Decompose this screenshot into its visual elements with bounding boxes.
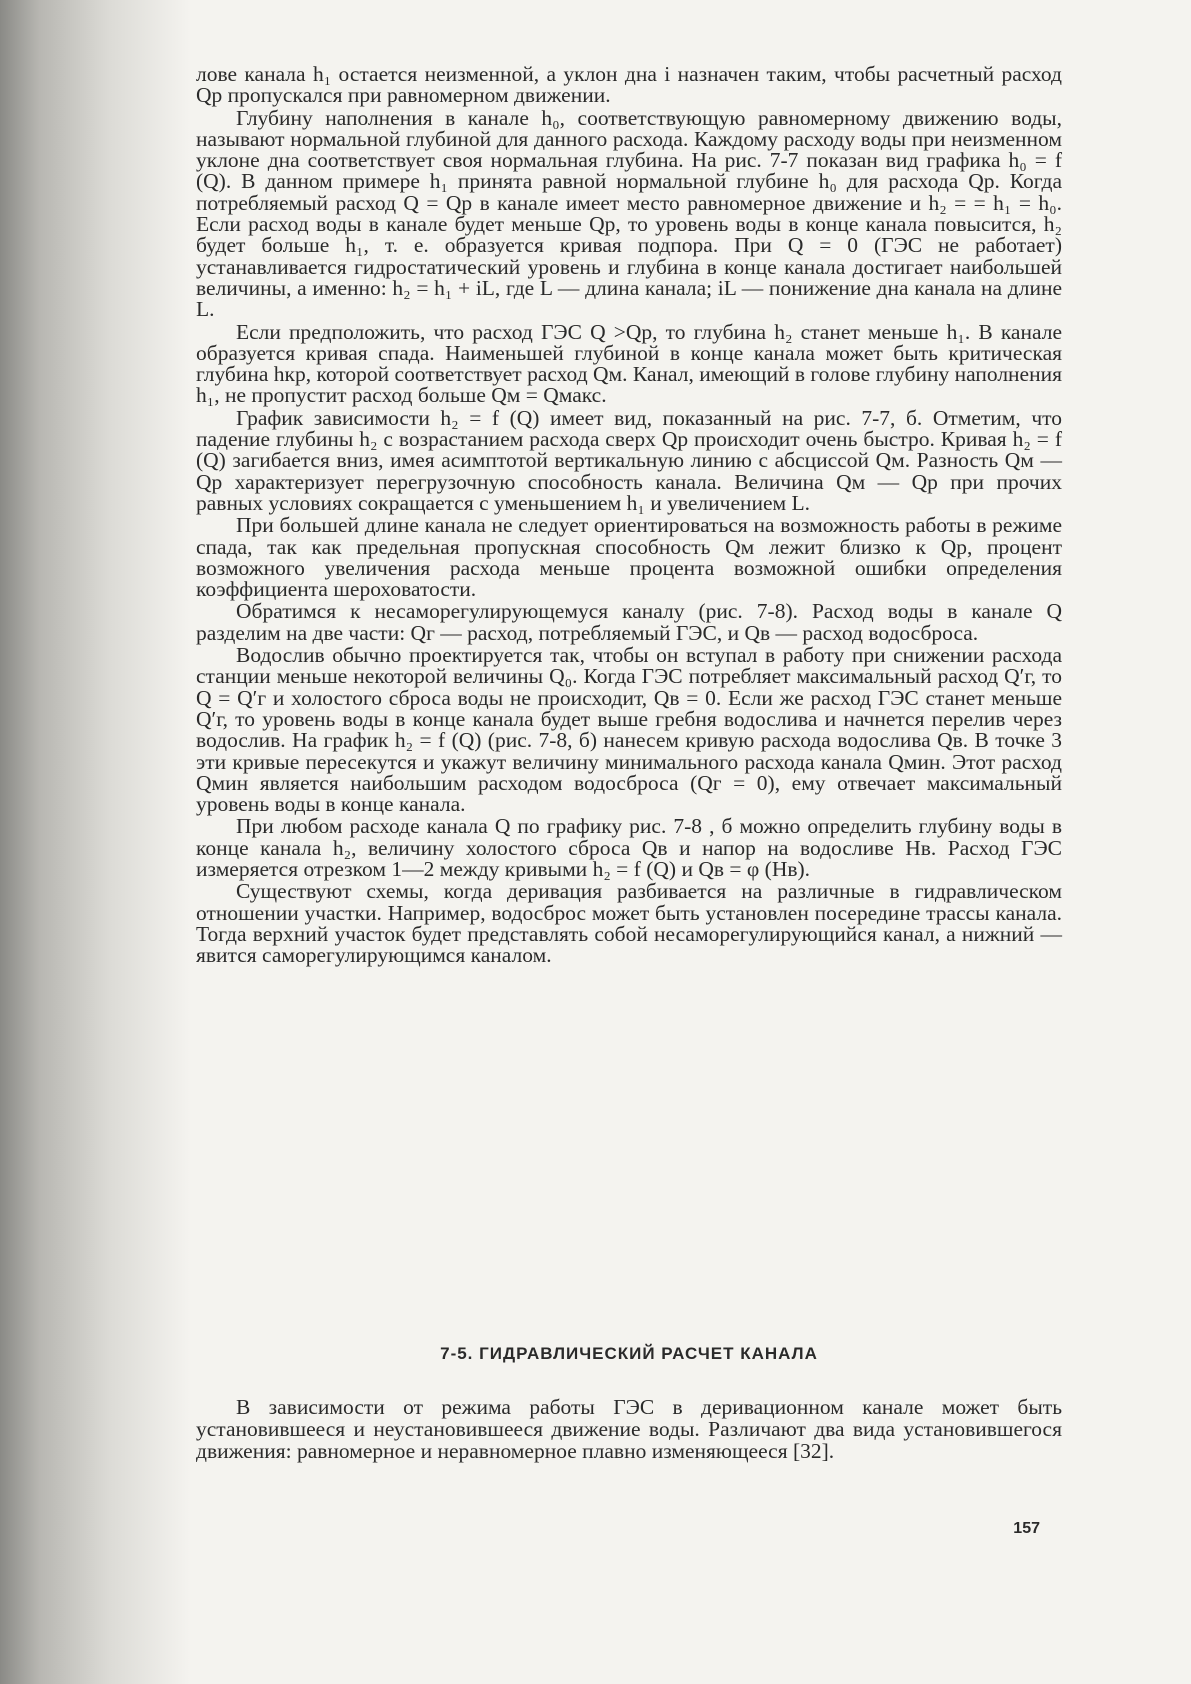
body-text — [196, 64, 1062, 966]
section-heading: 7-5. ГИДРАВЛИЧЕСКИЙ РАСЧЕТ КАНАЛА — [440, 1344, 818, 1363]
page-number: 157 — [1013, 1520, 1040, 1537]
section-body — [196, 1396, 1062, 1462]
paragraph-7: Водослив обычно проектируется так, чтобы он вступал в работу при снижении расхода станции меньше некоторой величины Q₀. Когда ГЭС потребляет максимальный расход Q′г, то Q = Q′г и холостого сброса воды не происходит, Qв = 0. Если же расход ГЭС станет меньше Q′г, то уровень воды в конце канала будет выше гребня водослива и начнется перелив через водослив. На график h₂ = f (Q) (рис. 7-8, б) нанесем кривую расхода водослива Qв. В точке 3 эти кривые пересекутся и укажут величину минимального расхода канала Qмин. Этот расход Qмин является наибольшим расходом водосброса (Qг = 0), ему отвечает максимальный уровень воды в конце канала. — [196, 643, 1062, 817]
paragraph-4: График зависимости h₂ = f (Q) имеет вид, показанный на рис. 7-7, б. Отметим, что падение глубины h₂ с возрастанием расхода сверх Qр происходит очень быстро. Кривая h₂ = f (Q) загибается вниз, имея асимптотой вертикальную линию с абсциссой Qм. Разность Qм — Qр характеризует перегрузочную способность канала. Величина Qм — Qр при прочих равных условиях сокращается с уменьшением h₁ и увеличением L. — [196, 405, 1062, 515]
section-paragraph: В зависимости от режима работы ГЭС в деривационном канале может быть установившееся и неустановившееся движение воды. Различают два вида установившегося движения: равномерное и неравномерное плавно изменяющееся [32]. — [196, 1395, 1062, 1463]
paragraph-2: Глубину наполнения в канале h₀, соответствующую равномерному движению воды, называют нормальной глубиной для данного расхода. Каждому расходу воды при неизменном уклоне дна соответствует своя нормальная глубина. На рис. 7-7 показан вид графика h₀ = f (Q). В данном примере h₁ принята равной нормальной глубине h₀ для расхода Qр. Когда потребляемый расход Q = Qр в канале имеет место равномерное движение и h₂ = = h₁ = h₀. Если расход воды в канале будет меньше Qр, то уровень воды в конце канала повысится, h₂ будет больше h₁, т. е. образуется кривая подпора. При Q = 0 (ГЭС не работает) устанавливается гидростатический уровень и глубина в конце канала достигает наибольшей величины, а именно: h₂ = h₁ + iL, где L — длина канала; iL — понижение дна канала на длине L. — [196, 105, 1062, 322]
paragraph-9: Существуют схемы, когда деривация разбивается на различные в гидравлическом отношении участки. Например, водосброс может быть установлен посередине трассы канала. Тогда верхний участок будет представлять собой несаморегулирующийся канал, а нижний — явится саморегулирующимся каналом. — [196, 879, 1062, 968]
paragraph-5: При большей длине канала не следует ориентироваться на возможность работы в режиме спада, так как предельная пропускная способность Qм лежит близко к Qр, процент возможного увеличения расхода меньше процента возможной ошибки определения коэффициента шероховатости. — [196, 513, 1062, 602]
paragraph-6: Обратимся к несаморегулирующемуся каналу (рис. 7-8). Расход воды в канале Q разделим на две части: Qг — расход, потребляемый ГЭС, и Qв — расход водосброса. — [196, 599, 1062, 645]
page-edge-shadow — [0, 0, 190, 1684]
paragraph-8: При любом расходе канала Q по графику рис. 7-8 , б можно определить глубину воды в конце канала h₂, величину холостого сброса Qв и напор на водосливе Hв. Расход ГЭС измеряется отрезком 1—2 между кривыми h₂ = f (Q) и Qв = φ (Hв). — [196, 814, 1062, 881]
paragraph-1: лове канала h₁ остается неизменной, а уклон дна i назначен таким, чтобы расчетный расход Qр пропускался при равномерном движении. — [196, 62, 1062, 108]
paragraph-3: Если предположить, что расход ГЭС Q >Qр, то глубина h₂ станет меньше h₁. В канале образуется кривая спада. Наименьшей глубиной в конце канала может быть критическая глубина hкр, которой соответствует расход Qм. Канал, имеющий в голове глубину наполнения h₁, не пропустит расход больше Qм = Qмакс. — [196, 319, 1062, 408]
